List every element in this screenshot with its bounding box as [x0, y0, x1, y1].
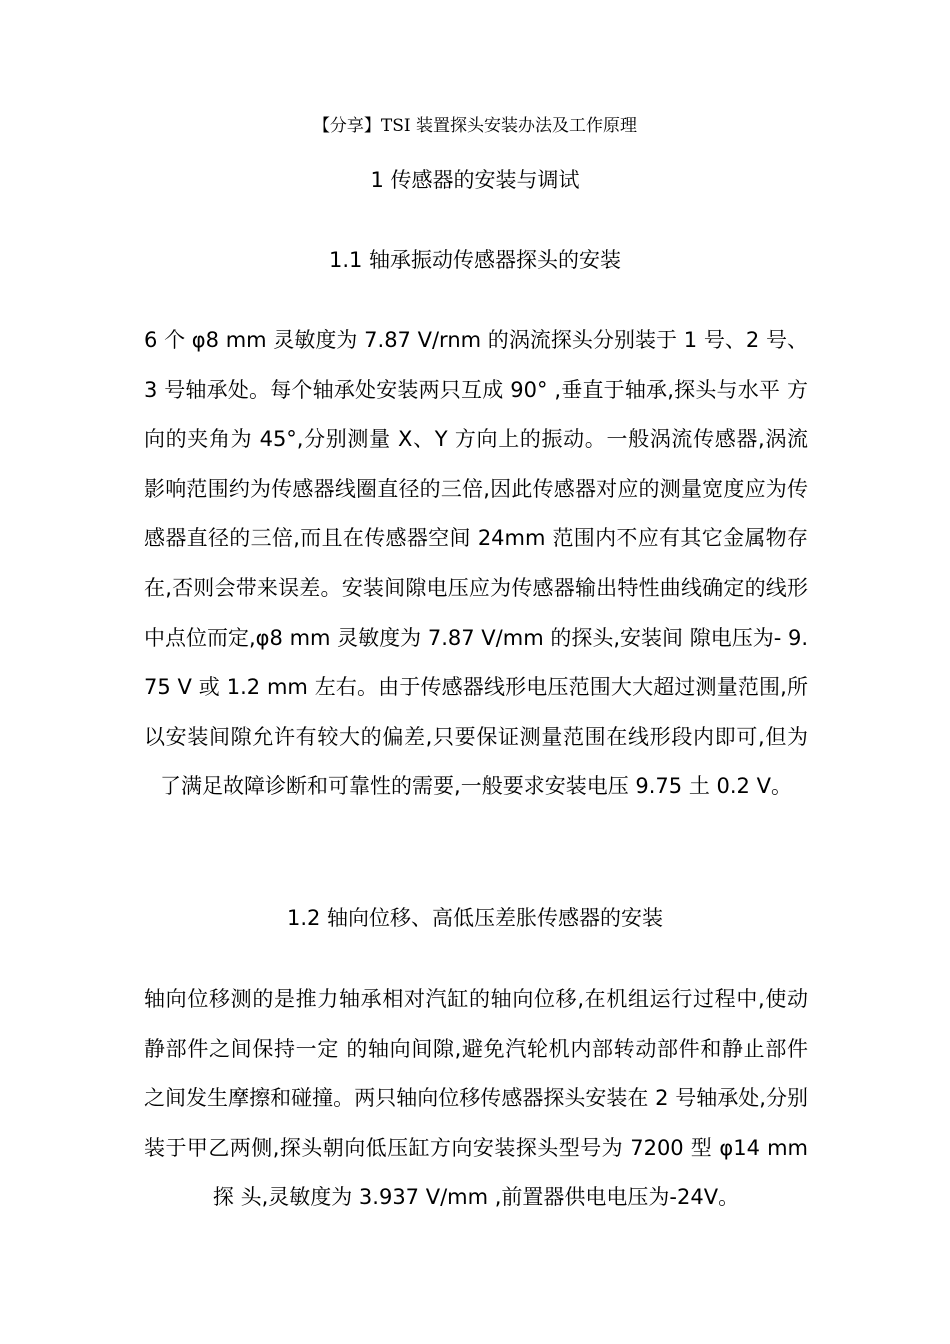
section-1-2-heading: 1.2 轴向位移、高低压差胀传感器的安装	[286, 906, 664, 930]
document-title: 【分享】TSI 装置探头安装办法及工作原理	[312, 116, 638, 136]
section-1-2-paragraph: 轴向位移测的是推力轴承相对汽缸的轴向位移,在机组运行过程中,使动静部件之间保持一定 的轴向间隙,避免汽轮机内部转动部件和静止部件之间发生摩擦和碰撞。两只轴向位移传感器探头安装在 2 号轴承处,分别装于甲乙两侧,探头朝向低压缸方向安装探头型号为 7200 型 φ14 mm 探 头,灵敏度为 3.937 V/mm ,前置器供电电压为-24V。	[144, 987, 808, 1210]
section-1-heading: 1 传感器的安装与调试	[370, 168, 580, 192]
section-1-1-heading: 1.1 轴承振动传感器探头的安装	[328, 248, 622, 272]
section-1-1-paragraph: 6 个 φ8 mm 灵敏度为 7.87 V/rnm 的涡流探头分别装于 1 号、2 号、3 号轴承处。每个轴承处安装两只互成 90° ,垂直于轴承,探头与水平 方向的夹角为 45°,分别测量 X、Y 方向上的振动。一般涡流传感器,涡流影响范围约为传感器线圈直径的三倍,因此传感器对应的测量宽度应为传感器直径的三倍,而且在传感器空间 24mm 范围内不应有其它金属物存在,否则会带来误差。安装间隙电压应为传感器输出特性曲线确定的线形中点位而定,φ8 mm 灵敏度为 7.87 V/mm 的探头,安装间 隙电压为- 9.75 V 或 1.2 mm 左右。由于传感器线形电压范围大大超过测量范围,所以安装间隙允许有较大的偏差,只要保证测量范围在线形段内即可,但为了满足故障诊断和可靠性的需要,一般要求安装电压 9.75 土 0.2 V。	[144, 328, 808, 799]
